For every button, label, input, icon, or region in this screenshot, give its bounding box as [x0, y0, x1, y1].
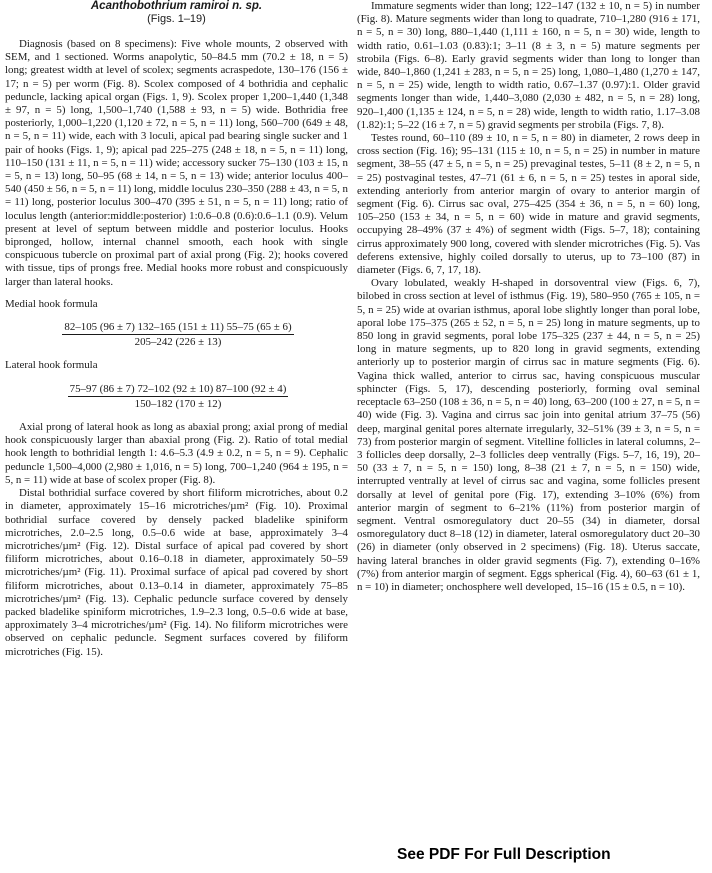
medial-hook-formula-label: Medial hook formula	[5, 297, 98, 310]
medial-hook-formula	[13, 321, 343, 349]
right-column	[357, 0, 700, 594]
segments-paragraph: Immature segments wider than long; 122–147 (132 ± 10, n = 5) in number (Fig. 8). Mature segments wider than long to quadrate, 710–1,280 (916 ± 171, n = 5, n = 30) long, 880–1,440 (1,111 ± 160, n = 5, n = 30) wide, length to width ratio, 0.61–1.03 (0.83):1; 3–11 (8 ± 3, n = 5) mature segments per strobila (Figs. 6–8). Early gravid segments wider than long to longer than wide, 840–1,860 (1,241 ± 283, n = 5, n = 25) long, 1,080–1,480 (1,270 ± 147, n = 5, n = 25) wide, length to width ratio, 0.67–1.37 (0.97):1. Older gravid segments longer than wide, 1,440–3,080 (2,030 ± 482, n = 5, n = 28) long, 920–1,400 (1,135 ± 124, n = 5, n = 28) wide, length to width ratio, 1.17–3.08 (1.82):1; 5–22 (16 ± 7, n = 5) gravid segments per strobila (Figs. 7, 8).	[357, 0, 700, 131]
lateral-hook-formula-label: Lateral hook formula	[5, 359, 98, 372]
diagnosis-paragraph: Diagnosis (based on 8 specimens): Five whole mounts, 2 observed with SEM, and 1 sectioned. Worms anapolytic, 50–84.5 mm (70.2 ± 18, n = 5) long; greatest width at level of scolex; segments acraspedote, 130–176 (156 ± 17; n = 5) per worm (Fig. 8). Scolex composed of 4 bothridia and cephalic peduncle, lacking apical organ (Figs. 1, 9). Scolex proper 1,200–1,440 (1,348 ± 97, n = 5) long, 1,500–1,740 (1,588 ± 93, n = 5) wide. Bothridia free posteriorly, 1,000–1,220 (1,120 ± 72, n = 5, n = 11) long, 560–700 (649 ± 48, n = 5, n = 11) wide, each with 3 loculi, apical pad bearing single sucker and 1 pair of hooks (Figs. 1, 9); apical pad 225–275 (248 ± 18, n = 5, n = 11) long, 110–150 (131 ± 11, n = 5, n = 11) wide; accessory sucker 75–130 (103 ± 15, n = 5, n = 13) long, 50–95 (68 ± 14, n = 5, n = 13) wide; anterior loculus 400–540 (450 ± 56, n = 5, n = 11) long, middle loculus 230–350 (288 ± 43, n = 5, n = 11) long, posterior loculus 300–470 (395 ± 51, n = 5, n = 11) long; ratio of loculus length (anterior:middle:posterior) 1:0.6–0.8 (0.6):0.6–1.1 (0.9). Velum present at level of septum between middle and posterior loculus. Hooks bipronged, hollow, internal channel smooth, each hook with single conspicuous tubercle on proximal part of axial prong (Fig. 2); hooks covered with tissue, tips of prongs free. Medial hooks more robust and conspicuously larger than lateral hooks.	[5, 38, 348, 288]
medial-formula-denominator: 205–242 (226 ± 13)	[134, 336, 222, 349]
surface-paragraph: Distal bothridial surface covered by short filiform microtriches, about 0.2 in diameter, approximately 15–16 microtriches/µm² (Fig. 10). Proximal bothridial surface covered by densely packed bladelike spiniform microtriches, 2.0–2.5 long, 0.5–0.6 wide at base, approximately 3–4 microtriches/µm² (Fig. 12). Distal surface of apical pad covered by short filiform microtriches, about 0.16–0.18 in diameter, approximately 50–59 microtriches/µm² (Fig. 11). Proximal surface of apical pad covered by short filiform microtriches, about 0.13–0.14 in diameter, approximately 75–85 microtriches/µm² (Fig. 13). Cephalic peduncle surface covered by densely packed bladelike spiniform microtriches, 1.9–2.3 long, 0.5–0.6 wide at base, approximately 3–4 microtriches/µm² (Fig. 14). No filiform microtriches were observed on cephalic peduncle. Segment surfaces covered by filiform microtriches (Fig. 15).	[5, 487, 348, 658]
lateral-hook-formula	[13, 383, 343, 411]
lateral-formula-numerator: 75–97 (86 ± 7) 72–102 (92 ± 10) 87–100 (92 ± 4)	[69, 382, 287, 395]
figure-reference: (Figs. 1–19)	[147, 13, 206, 25]
axial-prong-paragraph: Axial prong of lateral hook as long as abaxial prong; axial prong of medial hook conspicuously larger than abaxial prong (Fig. 2). Ratio of total medial hook length to bothridial length 1: 4.6–5.3 (4.9 ± 0.2, n = 5, n = 9). Cephalic peduncle 1,500–4,000 (2,980 ± 1,016, n = 5) long, 700–1,240 (964 ± 195, n = 5, n = 11) wide at base of scolex proper (Fig. 8).	[5, 421, 348, 486]
species-title: Acanthobothrium ramiroi n. sp.	[90, 0, 263, 12]
see-pdf-link[interactable]: See PDF For Full Description	[397, 846, 611, 863]
left-column	[5, 0, 348, 659]
testes-paragraph: Testes round, 60–110 (89 ± 10, n = 5, n = 80) in diameter, 2 rows deep in cross section (Fig. 16); 95–131 (115 ± 10, n = 5, n = 25) in number in mature segment, 38–55 (47 ± 5, n = 5, n = 25) prevaginal testes, 5–11 (8 ± 2, n = 5, n = 25) postvaginal testes, 47–71 (61 ± 6, n = 5, n = 25) testes in aporal side, extending anteriorly from anterior margin of ovary to anterior margin of segment (Fig. 6). Cirrus sac oval, 275–425 (354 ± 36, n = 5, n = 60) long, 105–250 (153 ± 34, n = 5, n = 60) wide in mature and gravid segments, occupying 28–49% (37 ± 4%) of segment width (Figs. 5–7, 18); containing cirrus approximately 900 long, covered with slender microtriches (Fig. 5). Vas deferens extensive, highly coiled dorsally to uterus, up to 73–100 (87) in diameter (Figs. 6, 7, 17, 18).	[357, 132, 700, 277]
medial-formula-numerator: 82–105 (96 ± 7) 132–165 (151 ± 11) 55–75 (65 ± 6)	[64, 321, 292, 334]
lateral-formula-denominator: 150–182 (170 ± 12)	[134, 397, 222, 410]
ovary-paragraph: Ovary lobulated, weakly H-shaped in dorsoventral view (Figs. 6, 7), bilobed in cross section at level of isthmus (Fig. 19), 580–950 (765 ± 105, n = 5, n = 25) wide at ovarian isthmus, aporal lobe slightly longer than poral lobe, aporal lobe 175–375 (265 ± 52, n = 5, n = 25) long in mature segments, up to 850 long in gravid segments, poral lobe 175–325 (237 ± 44, n = 5, n = 25) long in mature segments, up to 820 long in gravid segments, extending anteriorly up to posterior margin of cirrus sac in mature segments (Fig. 6). Vagina thick walled, anterior to cirrus sac, having conspicuous muscular sphincter (Figs. 5, 17), descending posteriorly, forming oval seminal receptacle 63–250 (108 ± 36, n = 5, n = 40) long, 63–200 (100 ± 27, n = 5, n = 40) wide (Fig. 3). Vagina and cirrus sac join into genital atrium 37–75 (56) deep, marginal genital pores alternate irregularly, 32–51% (39 ± 3, n = 5, n = 73) from posterior margin of segment. Vitelline follicles in lateral columns, 2–3 follicles deep dorsally, 2–3 follicles deep ventrally (Figs. 5–7, 16, 19), 20–50 (33 ± 7, n = 5, n = 150) long, 8–38 (21 ± 7, n = 5, n = 150) wide, interrupted ventrally at level of cirrus sac and vagina, some follicles present dorsally at level of genital pore (Fig. 17), extending 3–10% (6%) from anterior margin of segment to 6–21% (11%) from posterior margin of segment. Ventral osmoregulatory duct 20–55 (34) in diameter, dorsal osmoregulatory duct 8–18 (12) in diameter, lateral osmoregulatory duct 20–30 (26) in diameter (only observed in 2 specimens) (Fig. 18). Uterus saccate, having lateral branches in older gravid segments (Fig. 7), extending 0–16% (7%) from anterior margin of segment. Eggs spherical (Fig. 4), 60–63 (61 ± 1, n = 10) in diameter; onchosphere well developed, 15–16 (15 ± 0.5, n = 10).	[357, 277, 700, 593]
